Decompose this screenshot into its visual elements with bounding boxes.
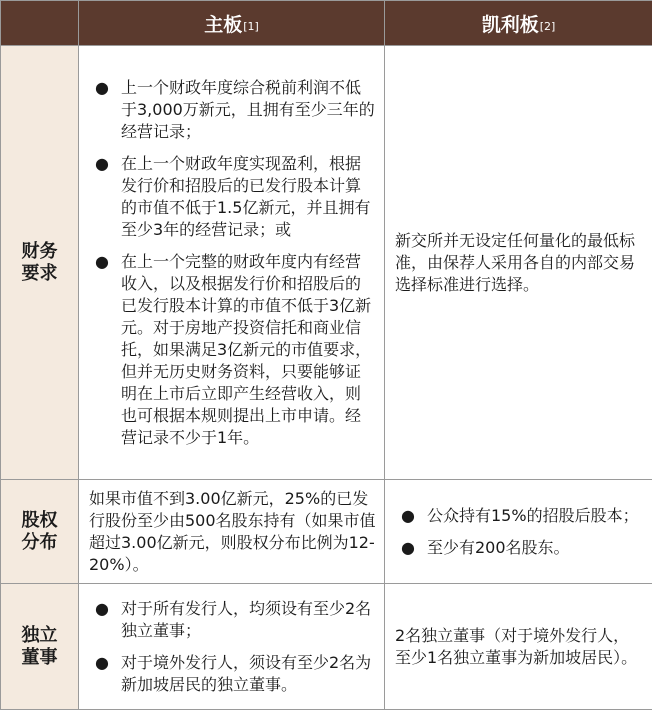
- main-board-directors-cell: [79, 584, 385, 710]
- header-catalist: [385, 1, 652, 46]
- catalist-financial-text: 新交所并无设定任何量化的最低标准，由保荐人采用各自的内部交易选择标准进行选择。: [395, 230, 636, 294]
- main-board-directors-list: [89, 598, 376, 696]
- list-item-text: 公众持有15%的招股后股本；: [427, 505, 639, 525]
- catalist-directors-cell: [385, 584, 652, 710]
- header-main-board: [79, 1, 385, 46]
- row-label-line2: 要求: [21, 262, 58, 284]
- catalist-directors-text: 2名独立董事（对于境外发行人，至少1名独立董事为新加坡居民）。: [395, 625, 638, 667]
- list-item: [89, 153, 376, 241]
- header-corner: [1, 1, 79, 46]
- header-row: [1, 1, 652, 46]
- catalist-shareholding-cell: [385, 480, 652, 584]
- row-label-financial: [1, 46, 79, 480]
- list-item-text: 对于境外发行人，须设有至少2名为新加坡居民的独立董事。: [121, 652, 372, 694]
- header-catalist-ref[interactable]: [2]: [539, 19, 556, 33]
- main-board-financial-list: [89, 77, 376, 449]
- list-item-text: 对于所有发行人，均须设有至少2名独立董事；: [121, 598, 372, 640]
- list-item-text: 在上一个完整的财政年度内有经营收入，以及根据发行价和招股后的已发行股本计算的市值不低于3亿新元。对于房地产投资信托和商业信托，如果满足3亿新元的市值要求，但并无历史财务资料，只要能够证明在上市后立即产生经营收入，则也可根据本规则提出上市申请。经营记录不少于1年。: [121, 251, 372, 447]
- row-shareholding-distribution: [1, 480, 652, 584]
- catalist-shareholding-list: [395, 505, 644, 559]
- list-item-text: 至少有200名股东。: [427, 537, 570, 557]
- list-item-text: 在上一个财政年度实现盈利，根据发行价和招股后的已发行股本计算的市值不低于1.5亿新元，并且拥有至少3年的经营记录；或: [121, 153, 371, 239]
- main-board-financial-cell: [79, 46, 385, 480]
- main-board-shareholding-cell: [79, 480, 385, 584]
- row-label-line2: 分布: [21, 531, 58, 553]
- row-label-line2: 董事: [21, 646, 58, 668]
- row-financial-requirements: [1, 46, 652, 480]
- header-catalist-label: 凯利板: [481, 13, 539, 36]
- row-label-directors: [1, 584, 79, 710]
- list-item: [395, 537, 644, 559]
- row-label-shareholding: [1, 480, 79, 584]
- list-item-text: 上一个财政年度综合税前利润不低于3,000万新元，且拥有至少三年的经营记录；: [121, 77, 375, 141]
- list-item: [395, 505, 644, 527]
- row-independent-directors: [1, 584, 652, 710]
- bullet-icon: ●: [401, 537, 415, 557]
- list-item: [89, 598, 376, 642]
- main-board-shareholding-text: 如果市值不到3.00亿新元，25%的已发行股份至少由500名股东持有（如果市值超过3.00亿新元，则股权分布比例为12-20%）。: [89, 488, 376, 574]
- bullet-icon: ●: [95, 598, 109, 618]
- list-item: [89, 77, 376, 143]
- list-item: [89, 652, 376, 696]
- row-label-line1: 股权: [21, 509, 58, 531]
- bullet-icon: ●: [95, 77, 109, 97]
- header-main-board-label: 主板: [204, 13, 243, 36]
- bullet-icon: ●: [401, 505, 415, 525]
- row-label-line1: 独立: [21, 624, 58, 646]
- row-label-line1: 财务: [21, 240, 58, 262]
- bullet-icon: ●: [95, 251, 109, 271]
- list-item: [89, 251, 376, 449]
- header-main-board-ref[interactable]: [1]: [243, 19, 259, 33]
- bullet-icon: ●: [95, 153, 109, 173]
- catalist-financial-cell: [385, 46, 652, 480]
- bullet-icon: ●: [95, 652, 109, 672]
